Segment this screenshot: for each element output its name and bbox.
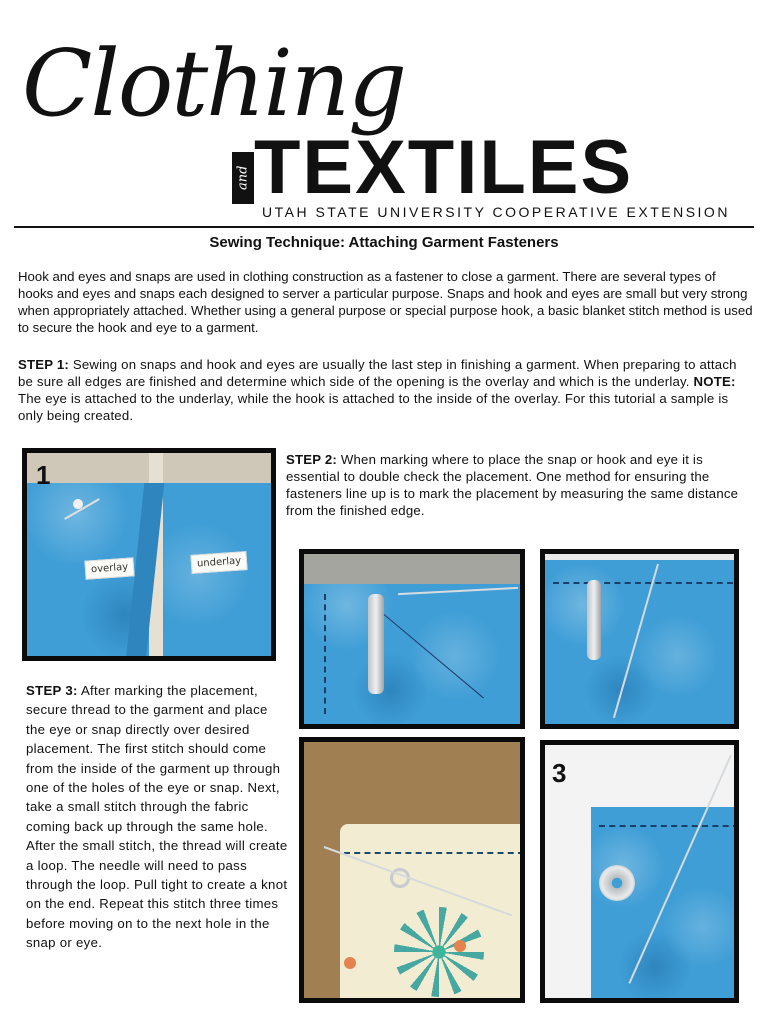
masthead-subtitle: UTAH STATE UNIVERSITY COOPERATIVE EXTENSION <box>262 204 730 220</box>
masthead-script-title: Clothing <box>22 30 405 137</box>
photo-eye-stitch <box>299 737 525 1003</box>
step2-text: When marking where to place the snap or hook and eye it is essential to double check the placement. One method for ensuring the fasteners line up is to mark the placement by measuring the same distance from the finished edge. <box>286 452 739 518</box>
underlay-tag: underlay <box>190 551 247 574</box>
intro-paragraph: Hook and eyes and snaps are used in clothing construction as a fastener to close a garment. There are several types of hooks and eyes and snaps each designed to server a particular purpose. Snaps and hook and eyes are small but very strong when appropriately attached. Whether using a general purpose or special purpose hook, a basic blanket stitch method is used to secure the hook and eye to a garment. <box>18 269 753 335</box>
page-title: Sewing Technique: Attaching Garment Fasteners <box>209 234 559 251</box>
step2-paragraph <box>286 451 754 519</box>
photo3-number: 3 <box>552 758 567 788</box>
step3-label: STEP 3: <box>26 683 78 698</box>
photo-snap-stitch <box>540 740 739 1003</box>
step1-note-label: NOTE: <box>693 374 736 389</box>
masthead-divider <box>14 226 754 228</box>
step1-text-a: Sewing on snaps and hook and eyes are usually the last step in finishing a garment. When preparing to attach be sure all edges are finished and determine which side of the opening is the overlay and which is the underlay. <box>18 357 737 389</box>
step1-text-b: The eye is attached to the underlay, while the hook is attached to the inside of the overlay. For this tutorial a sample is only being created. <box>18 391 729 423</box>
masthead-main-title: TEXTILES <box>254 125 634 210</box>
step2-label: STEP 2: <box>286 452 337 467</box>
overlay-tag: overlay <box>84 557 134 579</box>
step1-paragraph <box>18 356 753 424</box>
photo-overlay-underlay <box>22 448 276 661</box>
masthead-and-word: and <box>232 152 254 204</box>
step3-paragraph <box>26 681 288 953</box>
photo-hook-stitch <box>299 549 525 729</box>
step3-text: After marking the placement, secure thread to the garment and place the eye or snap directly over desired placement. The first stitch should come from the inside of the garment up through one of the holes of the eye or snap. Next, take a small stitch through the fabric coming back up through the same hole. After the small stitch, the thread will create a loop. The needle will need to pass through the loop. Pull tight to create a knot on the end. Repeat this stitch three times before moving on to the next hole in the snap or eye. <box>26 683 288 951</box>
photo-hook-needle <box>540 549 739 729</box>
photo1-number: 1 <box>36 460 51 490</box>
step1-label: STEP 1: <box>18 357 69 372</box>
